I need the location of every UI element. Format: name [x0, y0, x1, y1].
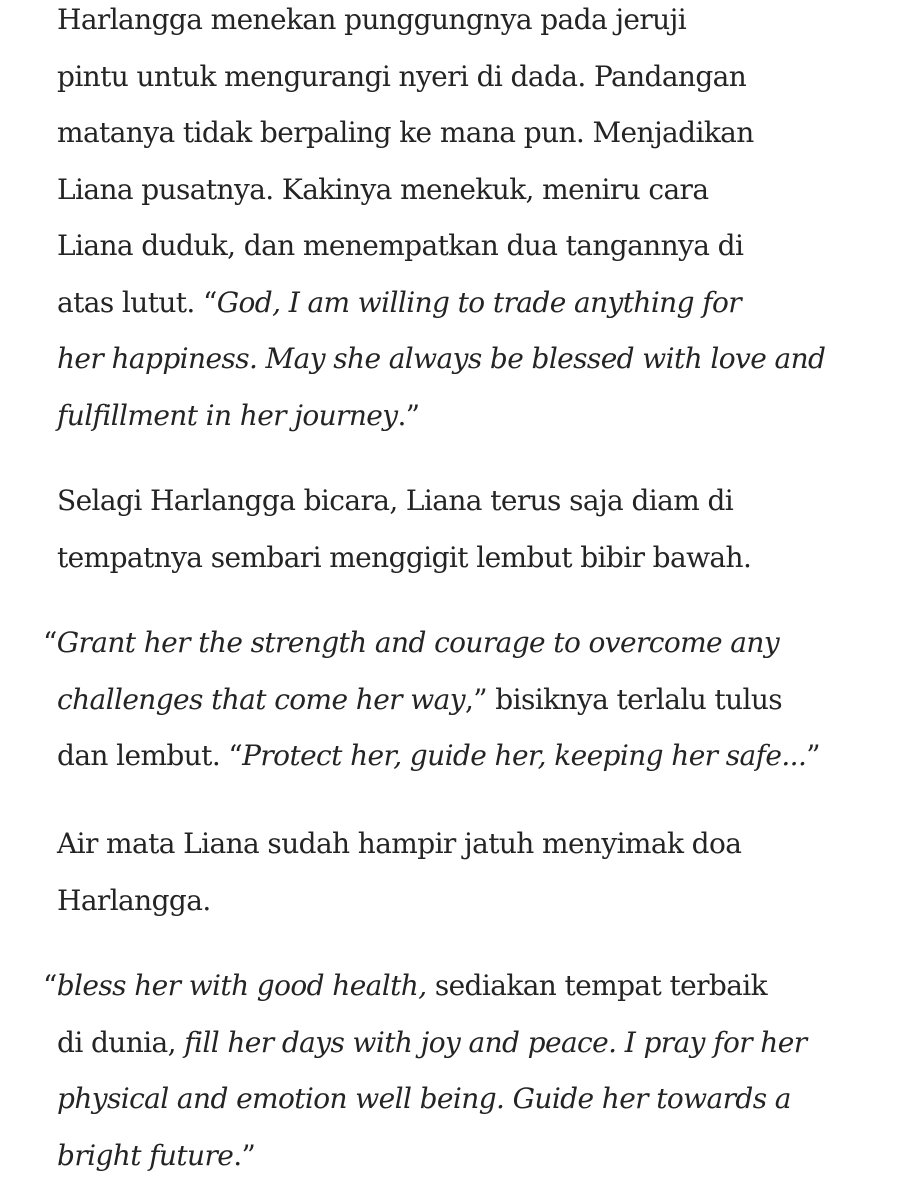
- text-line: [57, 388, 419, 444]
- text-line: [43, 615, 779, 671]
- text-line: [57, 530, 751, 586]
- text-segment: matanya tidak berpaling ke mana pun. Menjadikan: [57, 116, 754, 149]
- text-line: [57, 672, 782, 728]
- italic-text: fulfillment in her journey: [57, 398, 398, 432]
- text-segment: ”: [806, 739, 820, 772]
- text-line: [57, 162, 708, 218]
- text-line: [57, 331, 825, 387]
- text-line: [57, 1071, 791, 1127]
- text-line: [57, 105, 754, 161]
- text-line: [57, 218, 743, 274]
- text-line: [57, 49, 746, 105]
- text-line: [43, 958, 767, 1014]
- text-line: [57, 0, 686, 48]
- italic-text: bright future: [57, 1138, 234, 1172]
- italic-text: God, I am willing to trade anything for: [216, 285, 742, 319]
- text-segment: Air mata Liana sudah hampir jatuh menyimak doa: [57, 827, 742, 860]
- text-segment: Liana duduk, dan menempatkan dua tangannya di: [57, 229, 744, 262]
- text-segment: tempatnya sembari menggigit lembut bibir bawah.: [57, 540, 752, 574]
- italic-text: physical and emotion well being. Guide her towards a: [57, 1082, 791, 1115]
- italic-text: Protect her, guide her, keeping her safe...: [242, 739, 807, 772]
- italic-text: challenges that come her way: [57, 682, 465, 716]
- text-line: [57, 816, 741, 872]
- text-segment: atas lutut. “: [57, 285, 217, 319]
- italic-text: Grant her the strength and courage to overcome any: [56, 626, 780, 659]
- text-line: [57, 728, 820, 784]
- text-line: [57, 1015, 807, 1071]
- text-segment: sediakan tempat terbaik: [426, 969, 768, 1002]
- text-segment: ,” bisiknya terlalu tulus: [464, 682, 783, 716]
- text-segment: Harlangga menekan punggungnya pada jeruji: [57, 3, 687, 36]
- text-segment: di dunia,: [57, 1025, 185, 1059]
- text-segment: “: [43, 969, 57, 1002]
- text-line: [57, 1128, 255, 1184]
- text-segment: pintu untuk mengurangi nyeri di dada. Pandangan: [57, 59, 747, 93]
- text-segment: Selagi Harlangga bicara, Liana terus saja diam di: [57, 484, 734, 517]
- text-segment: Liana pusatnya. Kakinya menekuk, meniru cara: [57, 172, 709, 206]
- text-segment: Harlangga.: [57, 883, 211, 917]
- text-segment: .”: [397, 398, 420, 432]
- text-segment: “: [43, 626, 57, 659]
- text-line: [57, 275, 741, 331]
- italic-text: bless her with good health,: [56, 969, 427, 1002]
- text-line: [57, 873, 211, 929]
- text-line: [57, 473, 733, 529]
- text-segment: dan lembut. “: [57, 739, 243, 772]
- text-segment: .”: [233, 1138, 256, 1172]
- italic-text: her happiness. May she always be blessed with love and: [57, 342, 826, 375]
- italic-text: fill her days with joy and peace. I pray for her: [184, 1025, 807, 1059]
